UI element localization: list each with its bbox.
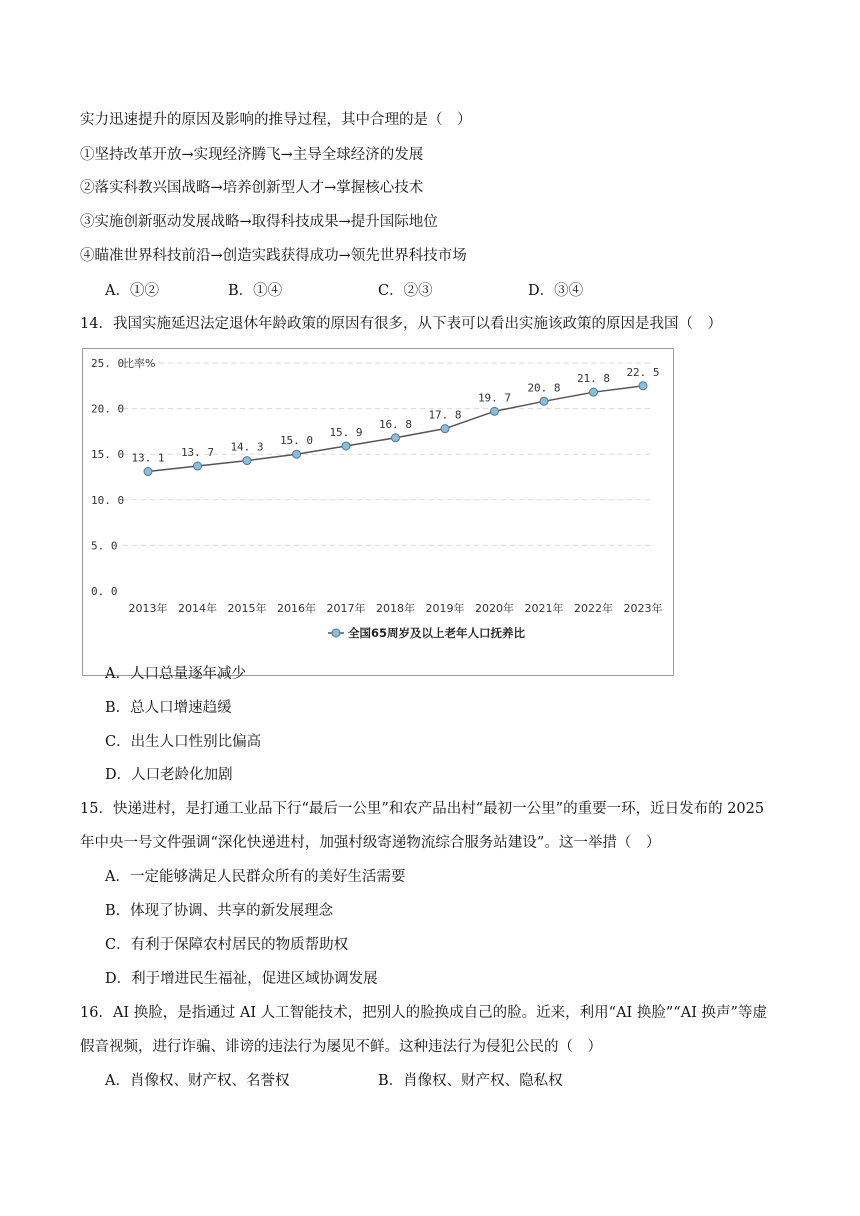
data-point <box>144 468 152 476</box>
q13-statement-1: ①坚持改革开放→实现经济腾飞→主导全球经济的发展 <box>80 147 424 163</box>
data-label: 21. 8 <box>576 372 611 386</box>
data-point <box>342 442 350 450</box>
q13-statement-3: ③实施创新驱动发展战略→取得科技成果→提升国际地位 <box>80 214 438 230</box>
q13-stem-tail: 实力迅速提升的原因及影响的推导过程，其中合理的是（ ） <box>80 112 472 128</box>
q15-option-d: D．利于增进民生福祉，促进区域协调发展 <box>105 971 378 987</box>
q14-stem: 14．我国实施延迟法定退休年龄政策的原因有很多，从下表可以看出实施该政策的原因是我国（ ） <box>80 316 722 332</box>
q14-option-a: A．人口总量逐年减少 <box>105 666 246 682</box>
chart-svg <box>83 349 673 645</box>
y-axis-label: 比率% <box>123 357 156 370</box>
data-point <box>590 388 598 396</box>
y-tick-label: 15. 0 <box>91 448 125 462</box>
q15-option-a: A．一定能够满足人民群众所有的美好生活需要 <box>105 869 406 885</box>
x-tick-label: 2020年 <box>475 602 514 615</box>
q15-option-c: C．有利于保障农村居民的物质帮助权 <box>105 937 349 953</box>
y-tick-label: 20. 0 <box>91 402 125 416</box>
data-point <box>639 382 647 390</box>
data-label: 13. 1 <box>131 451 165 465</box>
x-tick-label: 2022年 <box>574 602 613 615</box>
x-tick-label: 2021年 <box>524 602 564 615</box>
y-tick-label: 25. 0 <box>91 357 125 370</box>
q16-option-b: B．肖像权、财产权、隐私权 <box>378 1073 563 1089</box>
data-label: 14. 3 <box>230 440 264 454</box>
x-tick-label: 2016年 <box>277 602 316 615</box>
line-chart <box>82 348 674 676</box>
q13-option-c: C．②③ <box>378 283 433 299</box>
q13-statement-4: ④瞄准世界科技前沿→创造实践获得成功→领先世界科技市场 <box>80 248 467 264</box>
q15-stem-line-2: 年中央一号文件强调“深化快递进村，加强村级寄递物流综合服务站建设”。这一举措（ ） <box>80 835 661 851</box>
x-tick-label: 2018年 <box>376 602 415 615</box>
x-tick-label: 2023年 <box>623 602 663 615</box>
data-point <box>243 457 251 465</box>
q16-stem-line-2: 假音视频，进行诈骗、诽谤的违法行为屡见不鲜。这种违法行为侵犯公民的（ ） <box>80 1039 602 1055</box>
data-point <box>194 462 202 470</box>
data-label: 15. 0 <box>279 434 314 448</box>
data-label: 22. 5 <box>626 365 660 379</box>
q13-option-a: A．①② <box>105 283 159 299</box>
q13-option-d: D．③④ <box>528 283 584 299</box>
q16-stem-line-1: 16．AI 换脸，是指通过 AI 人工智能技术，把别人的脸换成自己的脸。近来，利用“AI 换脸”“AI 换声”等虚 <box>80 1005 767 1021</box>
data-label: 17. 8 <box>428 408 462 422</box>
q14-option-d: D．人口老龄化加剧 <box>105 767 233 783</box>
data-label: 13. 7 <box>180 446 215 460</box>
q14-option-b: B．总人口增速趋缓 <box>105 700 232 716</box>
q15-stem-line-1: 15．快递进村，是打通工业品下行“最后一公里”和农产品出村“最初一公里”的重要一环，近日发布的 2025 <box>80 801 765 817</box>
y-tick-label: 10. 0 <box>91 493 125 507</box>
data-point <box>491 407 499 415</box>
x-tick-label: 2017年 <box>326 602 366 615</box>
x-tick-label: 2013年 <box>128 602 168 615</box>
y-tick-label: 0. 0 <box>91 585 118 598</box>
q13-option-b: B．①④ <box>228 283 283 299</box>
data-point <box>441 425 449 433</box>
q14-option-c: C．出生人口性别比偏高 <box>105 734 262 750</box>
legend-marker <box>332 629 340 637</box>
q13-statement-2: ②落实科教兴国战略→培养创新型人才→掌握核心技术 <box>80 180 424 196</box>
data-point <box>540 397 548 405</box>
data-label: 19. 7 <box>477 391 512 405</box>
data-label: 16. 8 <box>378 417 413 431</box>
x-tick-label: 2014年 <box>178 602 217 615</box>
data-point <box>293 450 301 458</box>
q16-option-a: A．肖像权、财产权、名誉权 <box>105 1073 290 1089</box>
data-label: 20. 8 <box>527 381 561 395</box>
y-tick-label: 5. 0 <box>91 539 118 553</box>
legend-label: 全国65周岁及以上老年人口抚养比 <box>348 626 526 640</box>
data-label: 15. 9 <box>329 425 363 439</box>
x-tick-label: 2019年 <box>425 602 465 615</box>
data-point <box>392 434 400 442</box>
q15-option-b: B．体现了协调、共享的新发展理念 <box>105 903 334 919</box>
x-tick-label: 2015年 <box>227 602 267 615</box>
